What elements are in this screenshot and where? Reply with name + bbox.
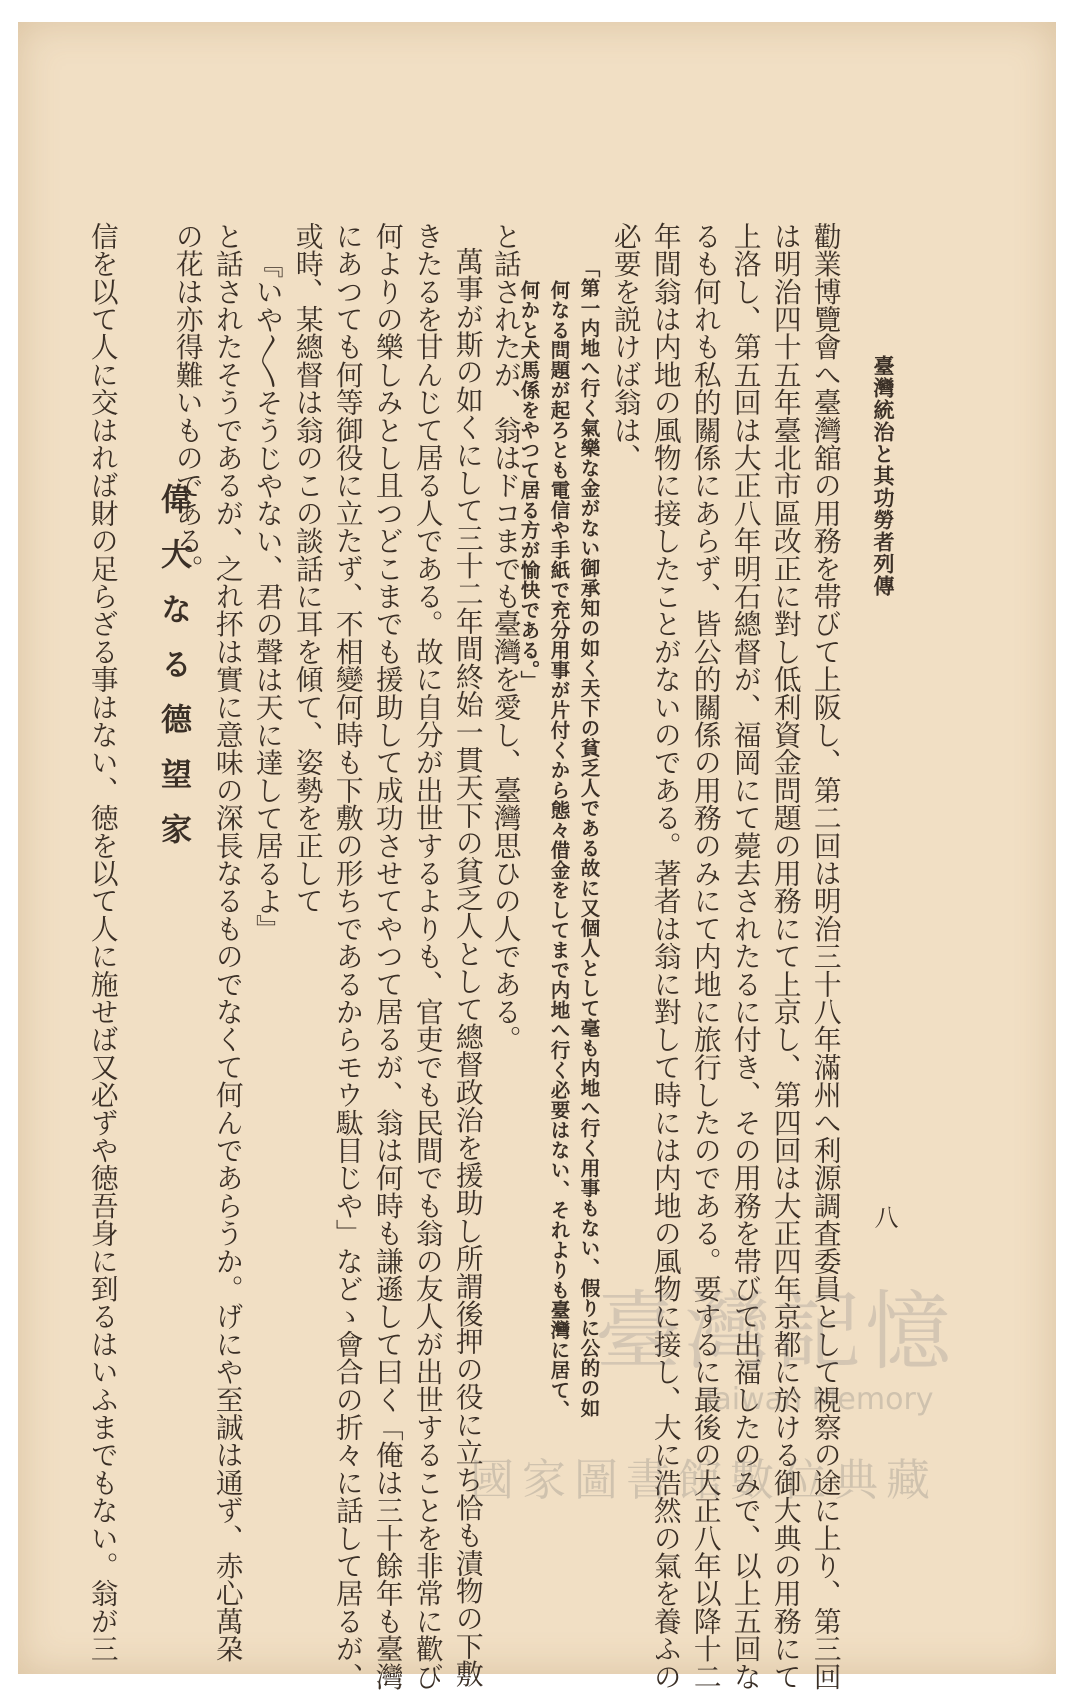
text-line: 何よりの樂しみとし且つどこまでも援助して成功させてやつて居るが、翁は何時も謙遜して曰く「俺は三十餘年も臺灣	[370, 222, 404, 1691]
watermark-english: Taiwan Memory	[700, 1382, 934, 1417]
text-line: 『いや〳〵そうじやない、君の聲は天に達して居るよ』	[250, 250, 284, 943]
page-number: 八	[870, 1205, 898, 1229]
watermark-logo: 臺灣記憶	[595, 1282, 955, 1382]
text-line: と話されたが、翁はドコまでも臺灣を愛し、臺灣思ひの人である。	[488, 222, 522, 1053]
running-head: 臺灣統治と其功勞者列傳	[871, 355, 896, 597]
quote-line: 「第一内地へ行く氣樂な金がない御承知の如く天下の貧乏人である故に又個人として毫も内地へ行く用事もない、假りに公的の如	[577, 258, 601, 1418]
watermark-library: 國家圖書館數位典藏	[470, 1455, 938, 1506]
text-line: きたるを甘んじて居る人である。故に自分が出世するよりも、官吏でも民間でも翁の友人が出世することを非常に歡び	[410, 222, 444, 1691]
text-line: るも何れも私的關係にあらず、皆公的關係の用務のみにて内地に旅行したのである。要するに最後の大正八年以降十二	[688, 222, 722, 1691]
quote-line: 何なる問題が起ろとも電信や手紙で充分用事が片付くから態々借金をしてまで内地へ行く必要はない、それよりも臺灣に居て、	[547, 280, 571, 1420]
text-line: 信を以て人に交はれば財の足らざる事はない、徳を以て人に施せば又必ずや徳吾身に到るはいふまでもない。翁が三	[85, 222, 119, 1663]
text-line: の花は亦得難いものである。	[170, 222, 204, 583]
text-line: 萬事が斯の如くにして三十二年間終始一貫天下の貧乏人として總督政治を援助し所謂後押の役に立ち恰も漬物の下敷	[450, 247, 484, 1688]
text-line: にあつても何等御役に立たず、不相變何時も下敷の形ちであるからモウ駄目じや」などゝ會合の折々に話して居るが、	[330, 222, 364, 1691]
text-line: は明治四十五年臺北市區改正に對し低利資金問題の用務にて上京し、第四回は大正四年京都に於ける御大典の用務にて	[768, 222, 802, 1691]
text-line: 必要を説けば翁は、	[608, 222, 642, 472]
text-line: 或時、某總督は翁のこの談話に耳を傾て、姿勢を正して	[290, 222, 324, 915]
text-line: 上洛し、第五回は大正八年明石總督が、福岡にて薨去されたるに付き、その用務を帯びて出福したのみで、以上五回な	[728, 222, 762, 1691]
text-line: 勸業博覽會へ臺灣舘の用務を帯びて上阪し、第二回は明治三十八年滿州へ利源調査委員として視察の途に上り、第三回	[808, 222, 842, 1691]
text-line: 年間翁は内地の風物に接したことがないのである。著者は翁に對して時には内地の風物に接し、大に浩然の氣を養ふの	[648, 222, 682, 1691]
text-line: と話されたそうであるが、之れ抔は實に意味の深長なるものでなくて何んであらうか。げにや至誠は通ず、赤心萬朶	[210, 222, 244, 1663]
section-title: 偉大なる德望家	[155, 483, 191, 868]
quote-line: 何かと犬馬係をやつて居る方が愉快である。」	[517, 280, 541, 691]
